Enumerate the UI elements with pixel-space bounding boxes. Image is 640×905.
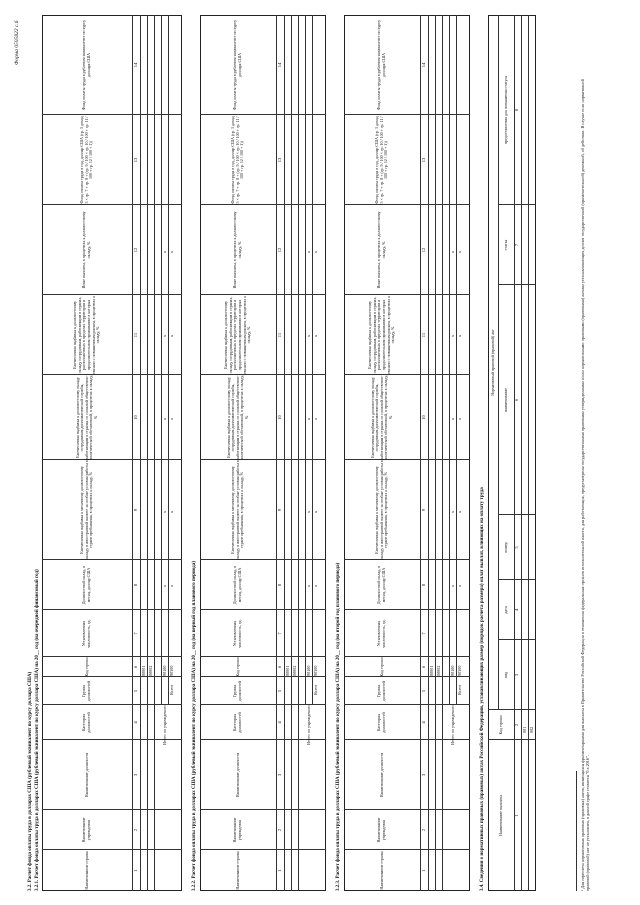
x-mark: x — [169, 250, 174, 253]
col-allow-special: Ежемесячная надбавка к месячному должностному окладу в иностранной валюте за особые условия работы в стране пребывания, в процентах к окладу, % — [79, 460, 94, 560]
col-allow-political: Ежемесячная надбавка к должностному окладу сотрудникам дипломатической службы, работающим в странах со сложной общественно-политической обстановкой, в процентах к окладу, % — [74, 375, 98, 460]
colnum: 2 — [420, 828, 426, 832]
x-mark: x — [450, 510, 455, 513]
form-label: Форма 0505822 c.6 — [14, 20, 20, 65]
col-allow-risk: Ежемесячная надбавка к должностному окладу сотрудникам, работающим в странах, расположенных в пределах территории и продолжительном проживании в которых связано с повышенным риском, в процентах к окладу, % — [367, 295, 396, 375]
x-mark: x — [162, 334, 167, 337]
s4-col-number: номер — [502, 542, 508, 553]
colnum: 3 — [132, 773, 138, 777]
s4-col-name: Наименование выплаты — [497, 795, 503, 836]
section-2-title: 3.2.2. Расчет фонда оплаты труда в долларах США (рублевый эквивалент по курсу доллара США) на 20__ год (на первый год планового периода) — [192, 561, 197, 891]
col-category: Категория должностей — [81, 712, 91, 733]
s4-col-article: статья — [502, 239, 508, 251]
s4-col-code: Код строки — [497, 715, 503, 735]
colnum: 6 — [132, 665, 138, 669]
colnum: 10 — [276, 415, 282, 420]
col-allow-risk: Ежемесячная надбавка к должностному окладу сотрудникам, работающим в странах, расположенных в пределах территории и продолжительном проживании в которых связано с повышенным риском, в процентах к окладу, % — [223, 295, 252, 375]
x-mark: x — [162, 417, 167, 420]
row-code: 00002 — [436, 665, 441, 676]
col-group: Группа должностей — [81, 680, 91, 702]
x-mark: x — [162, 510, 167, 513]
colnum: 11 — [132, 332, 138, 338]
colnum: 5 — [420, 689, 426, 693]
colnum: 5 — [132, 689, 138, 693]
col-group: Группа должностей — [232, 680, 242, 702]
s4-colnum: 3 — [514, 673, 520, 677]
col-position: Наименование должности — [234, 752, 240, 798]
row-code: 90100 — [306, 665, 311, 676]
col-institution: Наименование учреждения — [376, 817, 386, 843]
colnum: 7 — [276, 632, 282, 635]
s4-colnum: 6 — [514, 398, 520, 402]
colnum: 13 — [132, 157, 138, 163]
col-other: Иные выплаты, в процентах к должностному окладу, % — [81, 211, 91, 289]
col-salary: Должностной оклад, в месяц, доллар США — [81, 565, 91, 605]
col-staff: Установленная численность, ед. — [232, 619, 242, 648]
colnum: 7 — [132, 632, 138, 635]
colnum: 4 — [132, 721, 138, 724]
x-mark: x — [306, 334, 311, 337]
s4-col-date: дата — [502, 606, 508, 614]
row-code: 00001 — [141, 665, 146, 676]
col-country: Наименование страны — [378, 851, 384, 890]
colnum: 6 — [276, 665, 282, 669]
section-1-subtitle: 3.2.1. Расчет фонда оплаты труда в долларах США (рублевый эквивалент по курсу доллара США) на 20__ год (на очередной финансовый год) — [35, 569, 40, 891]
all-label: Всего — [169, 684, 174, 695]
row-code: 90100 — [162, 665, 167, 676]
col-code: Код строки — [234, 657, 240, 677]
s4-colnum: 8 — [514, 108, 520, 112]
total-label: Итого по учреждению — [306, 705, 311, 745]
x-mark: x — [162, 584, 167, 587]
col-fund-rub: Фонд оплаты труда в рублевом эквиваленте по курсу доллара США — [232, 19, 242, 111]
col-institution: Наименование учреждения — [232, 817, 242, 843]
x-mark: x — [313, 417, 318, 420]
col-category: Категория должностей — [376, 712, 386, 733]
colnum: 10 — [132, 415, 138, 420]
s4-row-code: 002 — [529, 726, 534, 733]
s4-col-grounds: предоставления для повышения статуса — [502, 75, 508, 145]
colnum: 14 — [276, 62, 282, 68]
col-allow-political: Ежемесячная надбавка к должностному окладу сотрудникам дипломатической службы, работающим в странах со сложной общественно-политической обстановкой, в процентах к окладу, % — [369, 375, 393, 460]
x-mark: x — [162, 250, 167, 253]
row-code: 00002 — [148, 665, 153, 676]
x-mark: x — [457, 510, 462, 513]
colnum: 12 — [420, 247, 426, 253]
s4-colnum: 4 — [514, 608, 520, 612]
x-mark: x — [169, 417, 174, 420]
colnum: 8 — [276, 583, 282, 587]
x-mark: x — [313, 510, 318, 513]
s4-colnum: 7 — [514, 243, 520, 247]
colnum: 7 — [420, 632, 426, 635]
x-mark: x — [450, 334, 455, 337]
col-other: Иные выплаты, в процентах к должностному окладу, % — [232, 211, 242, 289]
col-fund-usd: Фонд оплаты труда в год, доллар США (гр. 3 доход 5 × гр. 7 + гр. 8 + (гр. 9 / 100 × гр. 10 / 100 + гр. 11 / 100 + гр. 12 / 100 + 1)) — [374, 116, 389, 204]
x-mark: x — [313, 250, 318, 253]
s4-col-act: Нормативный правовой (правовой) акт — [490, 329, 496, 396]
total-label: Итого по учреждению — [450, 705, 455, 745]
s4-colnum: 5 — [514, 546, 520, 549]
colnum: 1 — [132, 869, 138, 872]
col-salary: Должностной оклад, в месяц, доллар США — [376, 565, 386, 605]
total-label: Итого по учреждению — [162, 705, 167, 745]
colnum: 13 — [276, 157, 282, 163]
s4-col-actname: наименование — [502, 387, 508, 413]
s4-colnum: 1 — [514, 814, 520, 817]
col-code: Код строки — [378, 657, 384, 677]
all-label: Всего — [457, 684, 462, 695]
section-1-title: 3.2. Расчет фонда оплаты труда в долларах США (рублевый эквивалент по курсу доллара США) — [28, 671, 33, 891]
colnum: 12 — [276, 247, 282, 253]
colnum: 3 — [276, 773, 282, 777]
s4-col-type: вид — [502, 671, 508, 679]
s4-colnum: 2 — [514, 723, 520, 727]
colnum: 9 — [132, 508, 138, 512]
s4-row-code: 001 — [522, 726, 527, 733]
x-mark: x — [313, 584, 318, 587]
x-mark: x — [457, 250, 462, 253]
row-code: 90300 — [313, 665, 318, 676]
colnum: 11 — [276, 332, 282, 338]
colnum: 1 — [276, 869, 282, 872]
colnum: 2 — [276, 828, 282, 832]
colnum: 1 — [420, 869, 426, 872]
x-mark: x — [169, 334, 174, 337]
colnum: 13 — [420, 157, 426, 163]
x-mark: x — [450, 584, 455, 587]
col-fund-usd: Фонд оплаты труда в год, доллар США (гр. 3 доход 5 × гр. 7 + гр. 8 + (гр. 9 / 100 × гр. 10 / 100 + гр. 11 / 100 + гр. 12 / 100 + 1)) — [230, 116, 245, 204]
row-code: 90100 — [450, 665, 455, 676]
col-position: Наименование должности — [83, 752, 89, 798]
x-mark: x — [306, 250, 311, 253]
x-mark: x — [169, 510, 174, 513]
all-label: Всего — [313, 684, 318, 695]
colnum: 12 — [132, 247, 138, 253]
x-mark: x — [313, 334, 318, 337]
row-code: 90300 — [457, 665, 462, 676]
x-mark: x — [450, 250, 455, 253]
colnum: 4 — [276, 721, 282, 724]
row-code: 00001 — [285, 665, 290, 676]
footnote: ¹ Для пересчета нормативных правовых (правовых) актов, являющихся фрагментарными для выплаты в Правительство Российской Федерации в отношении федеральных органов исполнительной власти, для работающих, предусмотрены государственными правовыми утвержденными и/или нормативными правовыми (правовыми) актами устанавливающих доплат государственной (применительной) денежной, об действии. В случае если нормативной правовой (правовой) акт не установлен, в данной графе ставится "0 в 2016". — [580, 79, 591, 891]
colnum: 14 — [420, 62, 426, 68]
x-mark: x — [306, 417, 311, 420]
section-4-title: 3.4. Сведения о нормативных правовых (правовых) актах Российской Федерации, устанавливающих размер (порядок расчета размера) оплат выплат, влияющих на оплату труда — [480, 487, 485, 891]
x-mark: x — [306, 510, 311, 513]
col-fund-rub: Фонд оплаты труда в рублевом эквиваленте по курсу доллара США — [376, 19, 386, 111]
colnum: 11 — [420, 332, 426, 338]
col-allow-special: Ежемесячная надбавка к месячному должностному окладу в иностранной валюте за особые условия работы в стране пребывания, в процентах к окладу, % — [230, 460, 245, 560]
col-country: Наименование страны — [83, 851, 89, 890]
section-3-title: 3.2.3. Расчет фонда оплаты труда в долларах США (рублевый эквивалент по курсу доллара США) на 20__ год (на второй год планового периода) — [336, 562, 341, 891]
x-mark: x — [457, 584, 462, 587]
col-fund-usd: Фонд оплаты труда в год, доллар США (гр. 3 доход 5 × гр. 7 + гр. 8 + (гр. 9 / 100 × гр. 10 / 100 + гр. 11 / 100 + гр. 12 / 100 + 1)) — [79, 116, 94, 204]
col-staff: Установленная численность, ед. — [376, 619, 386, 648]
col-fund-rub: Фонд оплаты труда в рублевом эквиваленте по курсу доллара США — [81, 19, 91, 111]
col-salary: Должностной оклад, в месяц, доллар США — [232, 565, 242, 605]
x-mark: x — [457, 417, 462, 420]
colnum: 8 — [420, 583, 426, 587]
x-mark: x — [450, 417, 455, 420]
colnum: 5 — [276, 689, 282, 693]
colnum: 9 — [276, 508, 282, 512]
colnum: 3 — [420, 773, 426, 777]
col-category: Категория должностей — [232, 712, 242, 733]
col-code: Код строки — [83, 657, 89, 677]
colnum: 8 — [132, 583, 138, 587]
col-group: Группа должностей — [376, 680, 386, 702]
x-mark: x — [457, 334, 462, 337]
col-other: Иные выплаты, в процентах к должностному окладу, % — [376, 211, 386, 289]
row-code: 00002 — [292, 665, 297, 676]
col-allow-political: Ежемесячная надбавка к должностному окладу сотрудникам дипломатической службы, работающим в странах со сложной общественно-политической обстановкой, в процентах к окладу, % — [225, 375, 249, 460]
colnum: 2 — [132, 828, 138, 832]
x-mark: x — [169, 584, 174, 587]
col-allow-special: Ежемесячная надбавка к месячному должностному окладу в иностранной валюте за особые условия работы в стране пребывания, в процентах к окладу, % — [374, 460, 389, 560]
col-allow-risk: Ежемесячная надбавка к должностному окладу сотрудникам, работающим в странах, расположенных в пределах территории и продолжительном проживании в которых связано с повышенным риском, в процентах к окладу, % — [72, 295, 101, 375]
colnum: 9 — [420, 508, 426, 512]
colnum: 10 — [420, 415, 426, 420]
col-institution: Наименование учреждения — [81, 817, 91, 843]
colnum: 14 — [132, 62, 138, 68]
row-code: 00001 — [429, 665, 434, 676]
row-code: 90300 — [169, 665, 174, 676]
colnum: 4 — [420, 721, 426, 724]
col-country: Наименование страны — [234, 851, 240, 890]
x-mark: x — [306, 584, 311, 587]
colnum: 6 — [420, 665, 426, 669]
col-staff: Установленная численность, ед. — [81, 619, 91, 648]
col-position: Наименование должности — [378, 752, 384, 798]
